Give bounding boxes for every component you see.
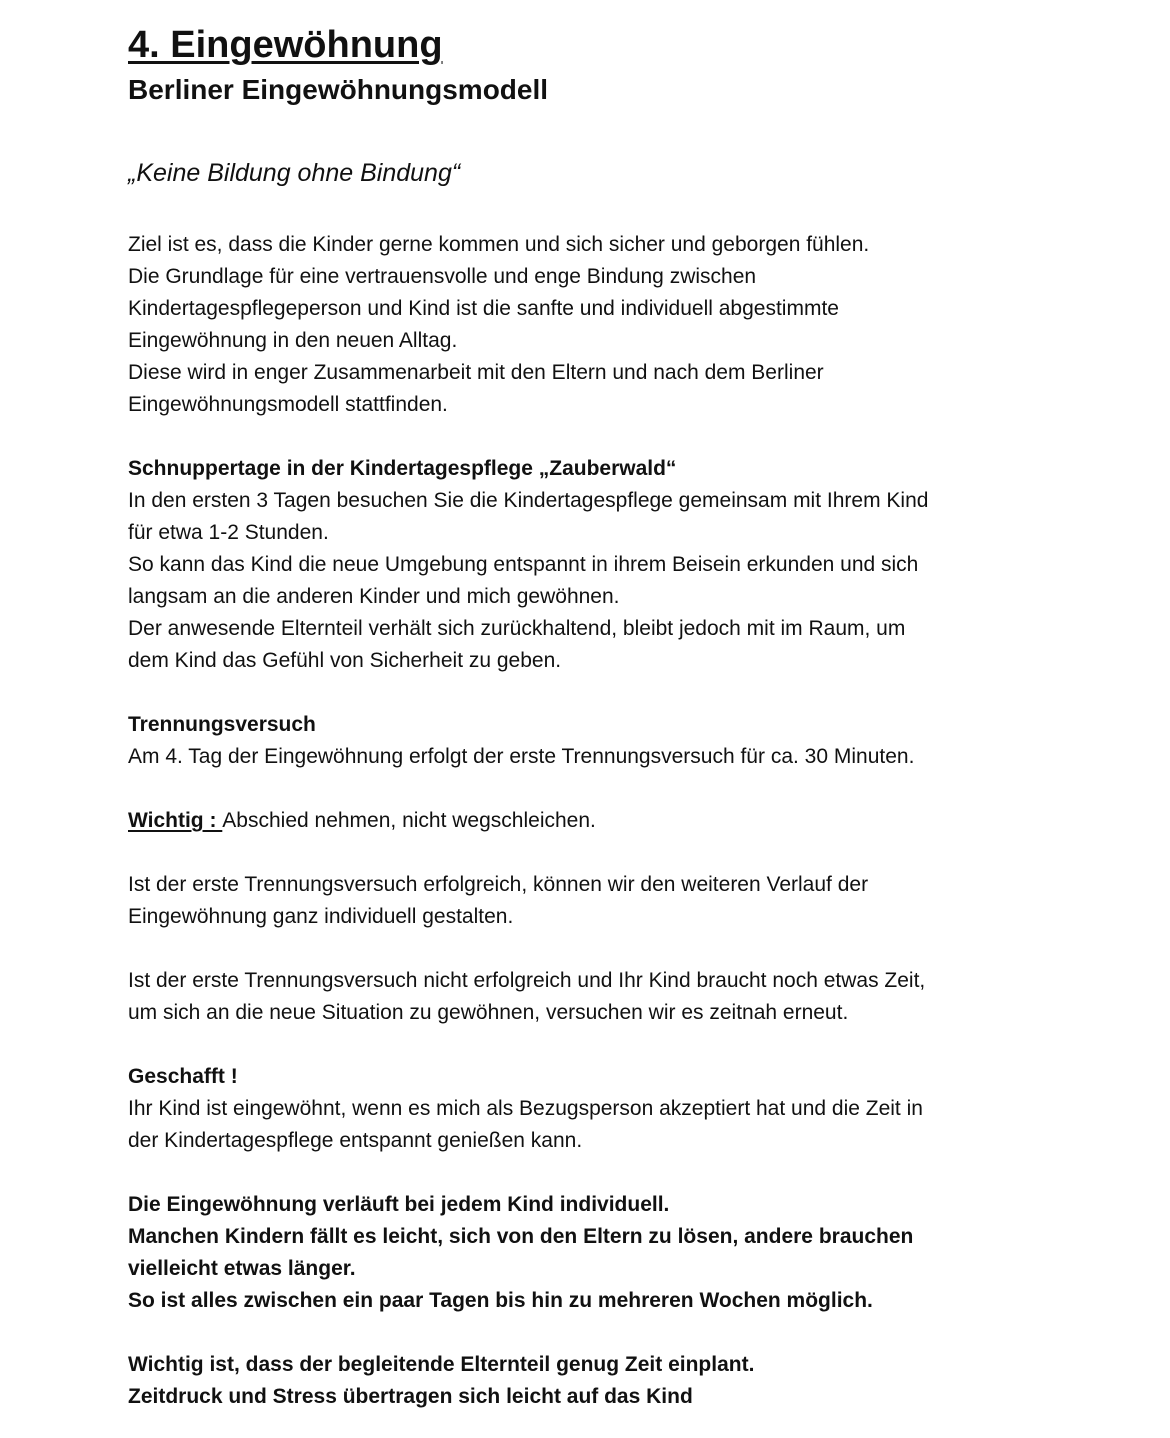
section-line: Ihr Kind ist eingewöhnt, wenn es mich als Bezugsperson akzeptiert hat und die Zeit in xyxy=(128,1097,923,1120)
intro-line: Diese wird in enger Zusammenarbeit mit den Eltern und nach dem Berliner xyxy=(128,361,824,384)
paragraph-line: Ist der erste Trennungsversuch erfolgreich, können wir den weiteren Verlauf der xyxy=(128,873,869,896)
erfolgreich-paragraph xyxy=(128,869,1128,933)
wichtig-line xyxy=(128,805,1128,837)
wichtig-note xyxy=(128,805,1128,837)
section-heading: Schnuppertage in der Kindertagespflege „Zauberwald“ xyxy=(128,457,677,480)
intro-paragraph xyxy=(128,229,1128,421)
section-line: So kann das Kind die neue Umgebung entspannt in ihrem Beisein erkunden und sich xyxy=(128,553,919,576)
intro-line: Ziel ist es, dass die Kinder gerne kommen und sich sicher und geborgen fühlen. xyxy=(128,233,870,256)
intro-line: Eingewöhnung in den neuen Alltag. xyxy=(128,329,458,352)
trennungsversuch-section xyxy=(128,709,1128,773)
intro-line: Kindertagespflegeperson und Kind ist die sanfte und individuell abgestimmte xyxy=(128,297,839,320)
section-line: In den ersten 3 Tagen besuchen Sie die Kindertagespflege gemeinsam mit Ihrem Kind xyxy=(128,489,929,512)
geschafft-section xyxy=(128,1061,1128,1157)
section-line: dem Kind das Gefühl von Sicherheit zu geben. xyxy=(128,649,562,672)
document-page xyxy=(128,22,1128,1408)
paragraph-line: Wichtig ist, dass der begleitende Elternteil genug Zeit einplant. xyxy=(128,1353,755,1376)
paragraph-line: Zeitdruck und Stress übertragen sich leicht auf das Kind xyxy=(128,1385,693,1408)
wichtig-label: Wichtig : xyxy=(128,809,223,832)
schnuppertage-section xyxy=(128,453,1128,677)
schluss-paragraph xyxy=(128,1349,1128,1413)
paragraph-line: Manchen Kindern fällt es leicht, sich von den Eltern zu lösen, andere brauchen xyxy=(128,1225,914,1248)
section-heading: Trennungsversuch xyxy=(128,713,316,736)
section-line: für etwa 1-2 Stunden. xyxy=(128,521,329,544)
section-line: langsam an die anderen Kinder und mich gewöhnen. xyxy=(128,585,620,608)
wichtig-text: Abschied nehmen, nicht wegschleichen. xyxy=(222,809,596,832)
page-title: 4. Eingewöhnung xyxy=(128,24,443,66)
individuell-paragraph xyxy=(128,1189,1128,1317)
section-heading: Geschafft ! xyxy=(128,1065,238,1088)
paragraph-line: So ist alles zwischen ein paar Tagen bis hin zu mehreren Wochen möglich. xyxy=(128,1289,873,1312)
nicht-erfolgreich-paragraph xyxy=(128,965,1128,1029)
section-line: der Kindertagespflege entspannt genießen kann. xyxy=(128,1129,583,1152)
paragraph-line: Ist der erste Trennungsversuch nicht erfolgreich und Ihr Kind braucht noch etwas Zeit, xyxy=(128,969,926,992)
quote: „Keine Bildung ohne Bindung“ xyxy=(128,159,461,187)
paragraph-line: Eingewöhnung ganz individuell gestalten. xyxy=(128,905,514,928)
paragraph-line: Die Eingewöhnung verläuft bei jedem Kind individuell. xyxy=(128,1193,670,1216)
intro-line: Die Grundlage für eine vertrauensvolle und enge Bindung zwischen xyxy=(128,265,757,288)
section-line: Der anwesende Elternteil verhält sich zurückhaltend, bleibt jedoch mit im Raum, um xyxy=(128,617,906,640)
paragraph-line: vielleicht etwas länger. xyxy=(128,1257,356,1280)
section-line: Am 4. Tag der Eingewöhnung erfolgt der erste Trennungsversuch für ca. 30 Minuten. xyxy=(128,745,915,768)
page-subtitle: Berliner Eingewöhnungsmodell xyxy=(128,74,549,105)
paragraph-line: um sich an die neue Situation zu gewöhnen, versuchen wir es zeitnah erneut. xyxy=(128,1001,849,1024)
intro-line: Eingewöhnungsmodell stattfinden. xyxy=(128,393,448,416)
